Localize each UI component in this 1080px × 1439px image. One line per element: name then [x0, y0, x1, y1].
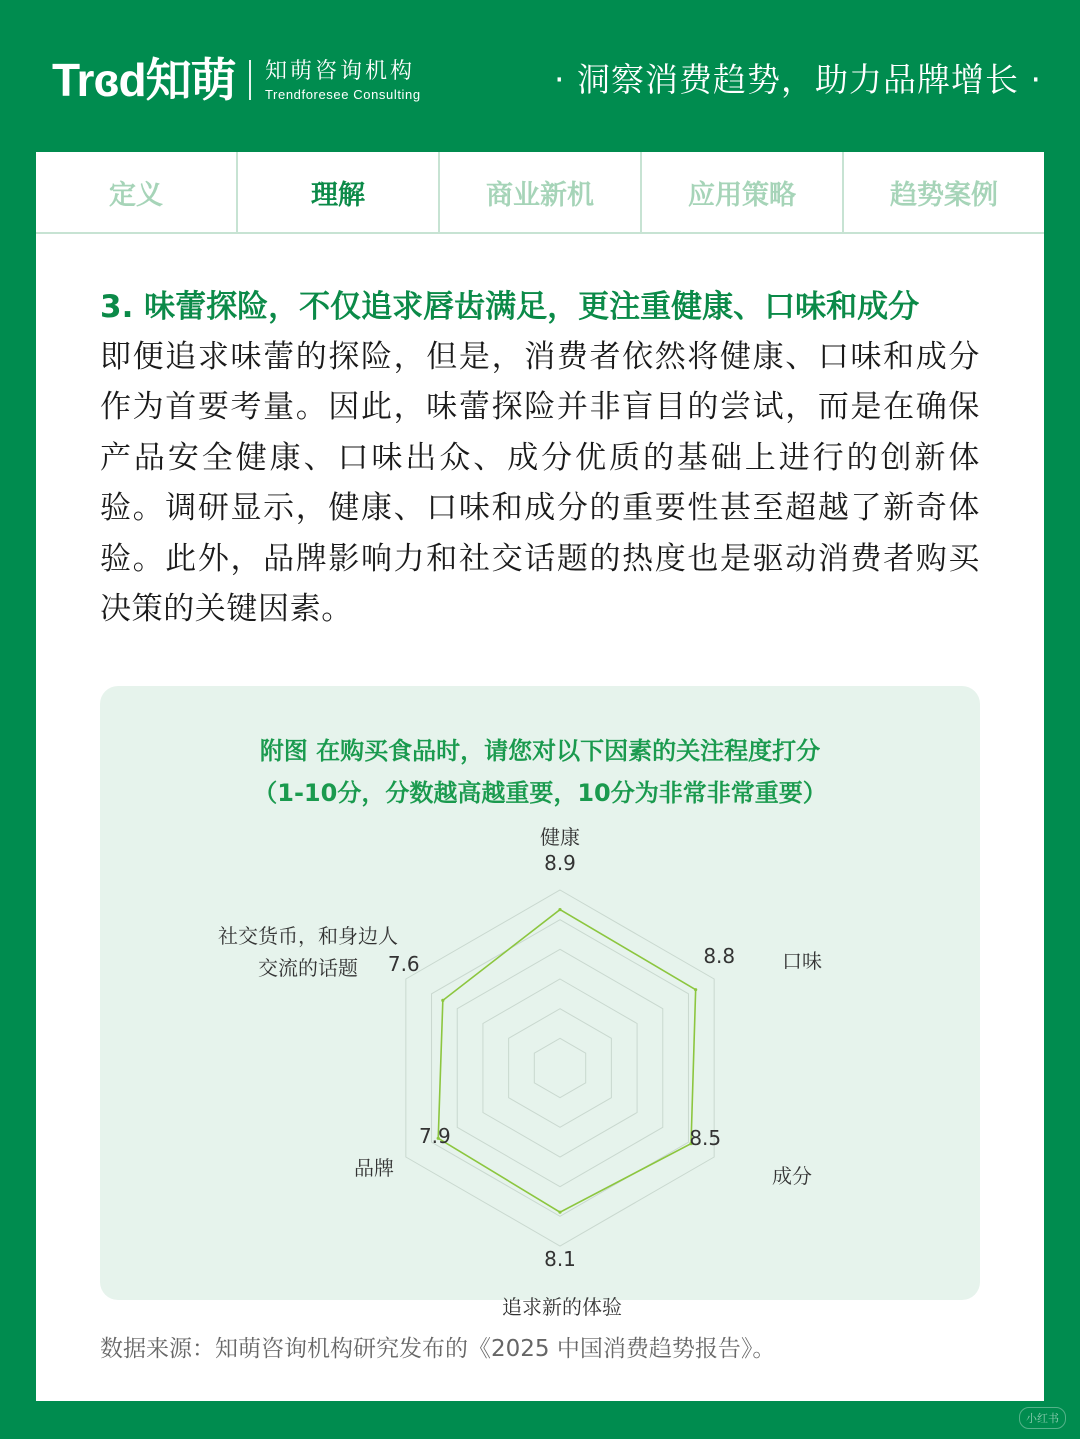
brand-logo: Trɞd知萌 — [52, 54, 236, 106]
radar-grid-ring — [483, 979, 637, 1157]
section-body: 即便追求味蕾的探险，但是，消费者依然将健康、口味和成分作为首要考量。因此，味蕾探险并非盲目的尝试，而是在确保产品安全健康、口味出众、成分优质的基础上进行的创新体验。调研显示，健康、口味和成分的重要性甚至超越了新奇体验。此外，品牌影响力和社交话题的热度也是驱动消费者购买决策的关键因素。 — [100, 339, 980, 628]
tab-trend-cases[interactable]: 趋势案例 — [890, 179, 998, 211]
tab-definition[interactable]: 定义 — [36, 152, 238, 232]
radar-grid-ring — [509, 1009, 612, 1128]
radar-value-label: 7.6 — [387, 952, 420, 976]
data-source-note: 数据来源：知萌咨询机构研究发布的《2025 中国消费趋势报告》。 — [100, 1336, 776, 1362]
chart-title-line: 附图 在购买食品时，请您对以下因素的关注程度打分 — [259, 737, 821, 765]
tab-understanding[interactable]: 理解 — [238, 152, 440, 232]
radar-category-label: 成分 — [772, 1164, 812, 1188]
radar-value-label: 8.9 — [544, 851, 576, 875]
org-name: 知萌咨询机构 — [265, 59, 416, 84]
radar-category-label: 追求新的体验 — [502, 1295, 622, 1319]
radar-category-label: 健康 — [540, 825, 580, 849]
radar-grid-ring — [406, 890, 714, 1246]
radar-data-point — [558, 908, 561, 911]
radar-grid-ring — [457, 949, 663, 1186]
watermark: 小红书 — [1019, 1407, 1066, 1429]
radar-category-label: 社交货币，和身边人 — [218, 924, 398, 948]
radar-grid-ring — [432, 920, 689, 1217]
radar-data-point — [558, 1211, 561, 1214]
logo-divider — [249, 60, 251, 100]
chart-subtitle-line: （1-10分，分数越高越重要，10分为非常非常重要） — [253, 779, 827, 807]
radar-data-point — [441, 999, 444, 1002]
radar-value-label: 8.8 — [703, 944, 736, 968]
tab-bar — [36, 152, 1044, 234]
radar-value-label: 8.1 — [544, 1247, 576, 1271]
section-heading: 3. 味蕾探险，不仅追求唇齿满足，更注重健康、口味和成分 — [100, 289, 920, 325]
org-name-en: Trendforesee Consulting — [265, 87, 421, 102]
content-panel — [36, 152, 1044, 1401]
tab-application-strategy[interactable]: 应用策略 — [642, 152, 844, 232]
chart-card — [100, 686, 980, 1319]
slogan: · 洞察消费趋势，助力品牌增长 · — [554, 60, 1042, 99]
tab-business-opportunity[interactable]: 商业新机 — [440, 152, 642, 232]
radar-chart — [100, 686, 980, 1319]
radar-grid-ring — [534, 1038, 585, 1097]
radar-category-label: 口味 — [782, 949, 822, 973]
header — [0, 0, 1080, 152]
radar-category-label: 交流的话题 — [258, 956, 358, 980]
radar-data-point — [694, 988, 697, 991]
radar-value-label: 7.9 — [418, 1124, 451, 1148]
radar-series-line — [438, 910, 695, 1213]
radar-category-label: 品牌 — [354, 1156, 394, 1180]
radar-value-label: 8.5 — [689, 1126, 722, 1150]
